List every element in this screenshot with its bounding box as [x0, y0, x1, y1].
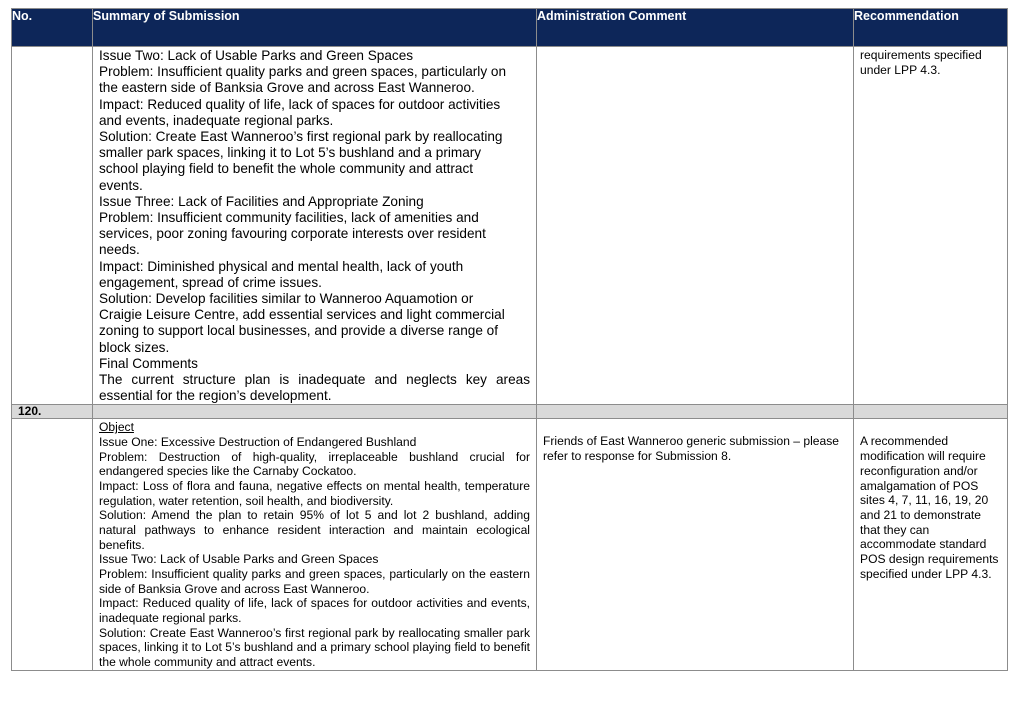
summary-line: block sizes.	[99, 339, 170, 355]
summary-line: essential for the region’s development.	[99, 388, 332, 404]
recommendation-text-continued: requirements specified under LPP 4.3.	[860, 48, 982, 77]
table-row-submission-120	[12, 419, 1008, 670]
cell-summary-continued	[93, 47, 537, 405]
summary-line: Problem: Insufficient community facilities, lack of amenities and	[99, 210, 479, 226]
admin-comment-120: Friends of East Wanneroo generic submission – please refer to response for Submission 8.	[543, 434, 840, 464]
summary-paragraph: Issue Two: Lack of Usable Parks and Green Spaces	[99, 552, 379, 567]
cell-no-120	[12, 419, 93, 670]
summary-line: Problem: Insufficient quality parks and green spaces, particularly on	[99, 64, 507, 80]
table-row-continued	[12, 47, 1008, 405]
cell-summary-120	[93, 419, 537, 670]
summary-line: smaller park spaces, linking it to Lot 5’s bushland and a primary	[99, 145, 482, 161]
object-label	[99, 420, 530, 435]
cell-admin-120	[537, 419, 854, 670]
header-recommendation: Recommendation	[854, 9, 1008, 47]
summary-paragraph: Impact: Loss of flora and fauna, negative effects on mental health, temperature regulation, water retention, soil health, and biodiversity.	[99, 479, 530, 508]
summary-line: engagement, spread of crime issues.	[99, 274, 322, 290]
separator-cell	[537, 405, 854, 419]
summary-text-continued	[93, 47, 536, 404]
submission-number-text: 120.	[18, 404, 42, 419]
object-label-text: Object	[99, 420, 134, 435]
header-admin-comment: Administration Comment	[537, 9, 854, 47]
recommendation-text-120: A recommended modification will require reconfiguration and/or amalgamation of POS sites 4, 7, 11, 16, 19, 20 and 21 to demonstrate that they can accommodate standard POS design requirements specified under LPP 4.3.	[860, 434, 999, 581]
summary-line: Final Comments	[99, 355, 198, 371]
summary-paragraph: Solution: Amend the plan to retain 95% of lot 5 and lot 2 bushland, adding natural pathways to enhance resident interaction and maintain ecological benefits.	[99, 508, 530, 552]
cell-recommendation-120	[854, 419, 1008, 670]
cell-recommendation-continued	[854, 47, 1008, 405]
summary-line: services, poor zoning favouring corporate interests over resident	[99, 226, 486, 242]
summary-line: school playing field to benefit the whole community and attract	[99, 161, 474, 177]
separator-cell	[93, 405, 537, 419]
summary-line: Impact: Reduced quality of life, lack of spaces for outdoor activities	[99, 96, 501, 112]
summary-line: Solution: Develop facilities similar to Wanneroo Aquamotion or	[99, 291, 474, 307]
summary-line: Issue Three: Lack of Facilities and Appropriate Zoning	[99, 193, 424, 209]
summary-line: the eastern side of Banksia Grove and across East Wanneroo.	[99, 80, 475, 96]
separator-cell	[854, 405, 1008, 419]
submission-number	[12, 405, 93, 419]
summary-paragraphs-120	[99, 435, 530, 670]
submissions-table	[11, 8, 1008, 671]
summary-line: needs.	[99, 242, 140, 258]
table-header-row	[12, 9, 1008, 47]
submissions-table-page	[11, 8, 1007, 671]
summary-line: events.	[99, 177, 143, 193]
summary-paragraph: Impact: Reduced quality of life, lack of spaces for outdoor activities and events, inadequate regional parks.	[99, 596, 530, 625]
summary-paragraph: Problem: Destruction of high-quality, irreplaceable bushland crucial for endangered species like the Carnaby Cockatoo.	[99, 449, 530, 479]
summary-paragraph: Solution: Create East Wanneroo’s first regional park by reallocating smaller park spaces, linking it to Lot 5’s bushland and a primary school playing field to benefit the whole community and attract events.	[99, 625, 530, 669]
cell-admin-continued	[537, 47, 854, 405]
summary-line: zoning to support local businesses, and provide a diverse range of	[99, 323, 498, 339]
header-no: No.	[12, 9, 93, 47]
table-row-number	[12, 405, 1008, 419]
cell-no-continued	[12, 47, 93, 405]
summary-line: Solution: Create East Wanneroo’s first regional park by reallocating	[99, 129, 503, 145]
summary-line: and events, inadequate regional parks.	[99, 112, 334, 128]
summary-text-120	[93, 419, 536, 669]
summary-line: Impact: Diminished physical and mental health, lack of youth	[99, 258, 464, 274]
summary-line: Issue Two: Lack of Usable Parks and Green Spaces	[99, 48, 414, 63]
summary-paragraph: Issue One: Excessive Destruction of Endangered Bushland	[99, 435, 417, 450]
summary-paragraph: Problem: Insufficient quality parks and green spaces, particularly on the eastern side of Banksia Grove and across East Wanneroo.	[99, 567, 530, 596]
summary-line: Craigie Leisure Centre, add essential services and light commercial	[99, 307, 505, 323]
summary-line: The current structure plan is inadequate and neglects key areas	[99, 372, 530, 388]
header-summary: Summary of Submission	[93, 9, 537, 47]
